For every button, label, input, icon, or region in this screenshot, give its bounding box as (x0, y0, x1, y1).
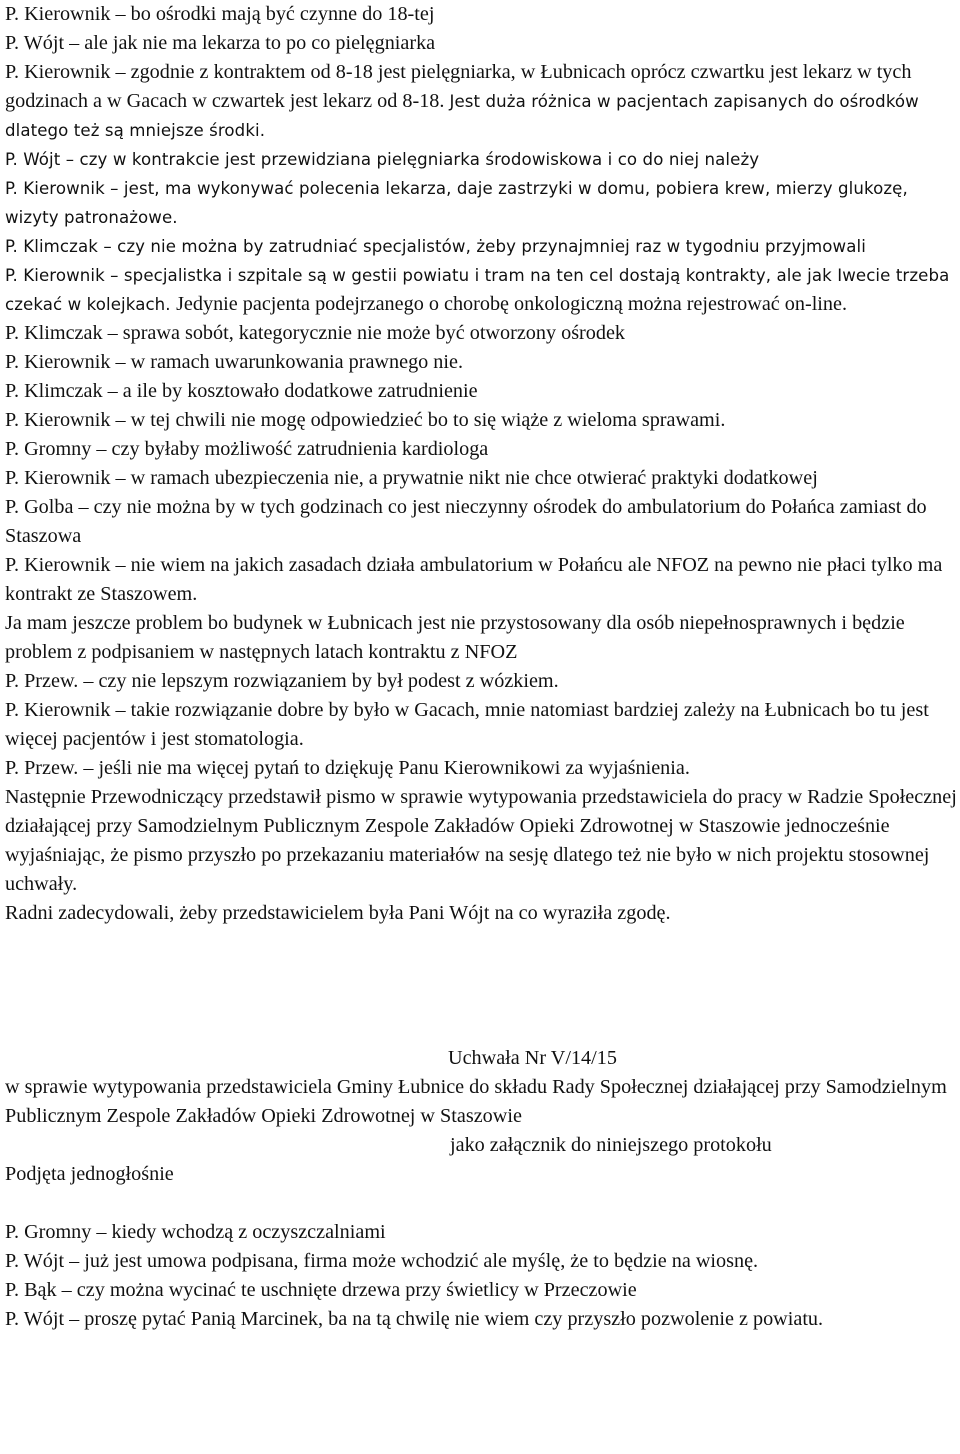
discussion-section (5, 0, 960, 928)
paragraph (5, 1276, 960, 1305)
paragraph (5, 493, 960, 551)
paragraph-text: P. Kierownik – w tej chwili nie mogę odpowiedzieć bo to się wiąże z wieloma sprawami. (5, 409, 726, 431)
paragraph-text: Następnie Przewodniczący przedstawił pismo w sprawie wytypowania przedstawiciela do pracy w Radzie Społecznej działającej przy Samodzielnym Publicznym Zespole Zakładów Opieki Zdrowotnej w Staszowie jednocześnie wyjaśniając, że pismo przyszło po przekazaniu materiałów na sesję dlatego też nie było w nich projektu stosownej uchwały. (5, 786, 957, 895)
paragraph-text: P. Wójt – czy w kontrakcie jest przewidziana pielęgniarka środowiskowa i co do niej należy (5, 150, 760, 169)
paragraph (5, 696, 960, 754)
paragraph (5, 406, 960, 435)
paragraph (5, 319, 960, 348)
resolution-subject: w sprawie wytypowania przedstawiciela Gminy Łubnice do składu Rady Społecznej działającej przy Samodzielnym Publicznym Zespole Zakładów Opieki Zdrowotnej w Staszowie (5, 1076, 947, 1127)
paragraph (5, 145, 960, 174)
paragraph-text: P. Wójt – proszę pytać Panią Marcinek, ba na tą chwilę nie wiem czy przyszło pozwolenie z powiatu. (5, 1308, 824, 1330)
resolution-block (5, 1044, 960, 1189)
paragraph (5, 232, 960, 261)
paragraph-text: P. Kierownik – specjalistka i szpitale są w gestii powiatu i tram na ten cel dostają kontrakty, ale jak Iwecie trzeba czekać w kolejkach. (5, 266, 950, 314)
paragraph (5, 1218, 960, 1247)
paragraph (5, 783, 960, 899)
paragraph (5, 435, 960, 464)
section-gap (5, 928, 960, 1044)
paragraph-text: Jest duża różnica w pacjentach zapisanych do ośrodków dlatego też są mniejsze środki. (5, 92, 919, 140)
paragraph (5, 899, 960, 928)
paragraph-text: P. Gromny – czy byłaby możliwość zatrudnienia kardiologa (5, 438, 489, 460)
paragraph (5, 58, 960, 145)
section-gap-small (5, 1189, 960, 1218)
closing-discussion-section (5, 1218, 960, 1334)
paragraph-text: P. Wójt – ale jak nie ma lekarza to po co pielęgniarka (5, 32, 436, 54)
paragraph-text: P. Kierownik – nie wiem na jakich zasadach działa ambulatorium w Połańcu ale NFOZ na pewno nie płaci tylko ma kontrakt ze Staszowem. (5, 554, 943, 605)
paragraph (5, 1247, 960, 1276)
paragraph (5, 0, 960, 29)
paragraph (5, 667, 960, 696)
paragraph (5, 348, 960, 377)
paragraph-text: P. Kierownik – w ramach ubezpieczenia nie, a prywatnie nikt nie chce otwierać praktyki dodatkowej (5, 467, 818, 489)
paragraph (5, 29, 960, 58)
paragraph-text: P. Golba – czy nie można by w tych godzinach co jest nieczynny ośrodek do ambulatorium do Połańca zamiast do Staszowa (5, 496, 927, 547)
paragraph (5, 261, 960, 319)
paragraph-text: P. Klimczak – a ile by kosztowało dodatkowe zatrudnienie (5, 380, 478, 402)
paragraph (5, 1305, 960, 1334)
document-page (5, 0, 960, 1334)
paragraph-text: P. Przew. – jeśli nie ma więcej pytań to dziękuję Panu Kierownikowi za wyjaśnienia. (5, 757, 690, 779)
paragraph-text: P. Kierownik – takie rozwiązanie dobre by było w Gacach, mnie natomiast bardziej zależy na Łubnicach bo tu jest więcej pacjentów i jest stomatologia. (5, 699, 929, 750)
paragraph-text: P. Kierownik – zgodnie z kontraktem od 8-18 jest pielęgniarka, w Łubnicach oprócz czwartku jest lekarz w tych godzinach a w Gacach w czwartek jest lekarz od 8-18. (5, 61, 912, 112)
paragraph (5, 377, 960, 406)
paragraph (5, 754, 960, 783)
paragraph-text: Jedynie pacjenta podejrzanego o chorobę onkologiczną można rejestrować on-line. (176, 293, 848, 315)
resolution-attachment-note: jako załącznik do niniejszego protokołu (450, 1134, 772, 1156)
paragraph (5, 609, 960, 667)
paragraph-text: P. Klimczak – czy nie można by zatrudniać specjalistów, żeby przynajmniej raz w tygodniu przyjmowali (5, 237, 866, 256)
paragraph (5, 464, 960, 493)
resolution-adoption: Podjęta jednogłośnie (5, 1163, 174, 1185)
paragraph-text: Radni zadecydowali, żeby przedstawicielem była Pani Wójt na co wyraziła zgodę. (5, 902, 671, 924)
resolution-title: Uchwała Nr V/14/15 (448, 1047, 617, 1069)
paragraph-text: P. Bąk – czy można wycinać te uschnięte drzewa przy świetlicy w Przeczowie (5, 1279, 637, 1301)
paragraph (5, 174, 960, 232)
paragraph-text: P. Klimczak – sprawa sobót, kategorycznie nie może być otworzony ośrodek (5, 322, 626, 344)
paragraph-text: P. Kierownik – w ramach uwarunkowania prawnego nie. (5, 351, 464, 373)
paragraph-text: Ja mam jeszcze problem bo budynek w Łubnicach jest nie przystosowany dla osób niepełnosprawnych i będzie problem z podpisaniem w następnych latach kontraktu z NFOZ (5, 612, 905, 663)
paragraph-text: P. Wójt – już jest umowa podpisana, firma może wchodzić ale myślę, że to będzie na wiosnę. (5, 1250, 759, 1272)
paragraph-text: P. Przew. – czy nie lepszym rozwiązaniem by był podest z wózkiem. (5, 670, 559, 692)
paragraph-text: P. Kierownik – bo ośrodki mają być czynne do 18-tej (5, 3, 435, 25)
paragraph-text: P. Gromny – kiedy wchodzą z oczyszczalniami (5, 1221, 386, 1243)
paragraph-text: P. Kierownik – jest, ma wykonywać polecenia lekarza, daje zastrzyki w domu, pobiera krew, mierzy glukozę, wizyty patronażowe. (5, 179, 908, 227)
paragraph (5, 551, 960, 609)
